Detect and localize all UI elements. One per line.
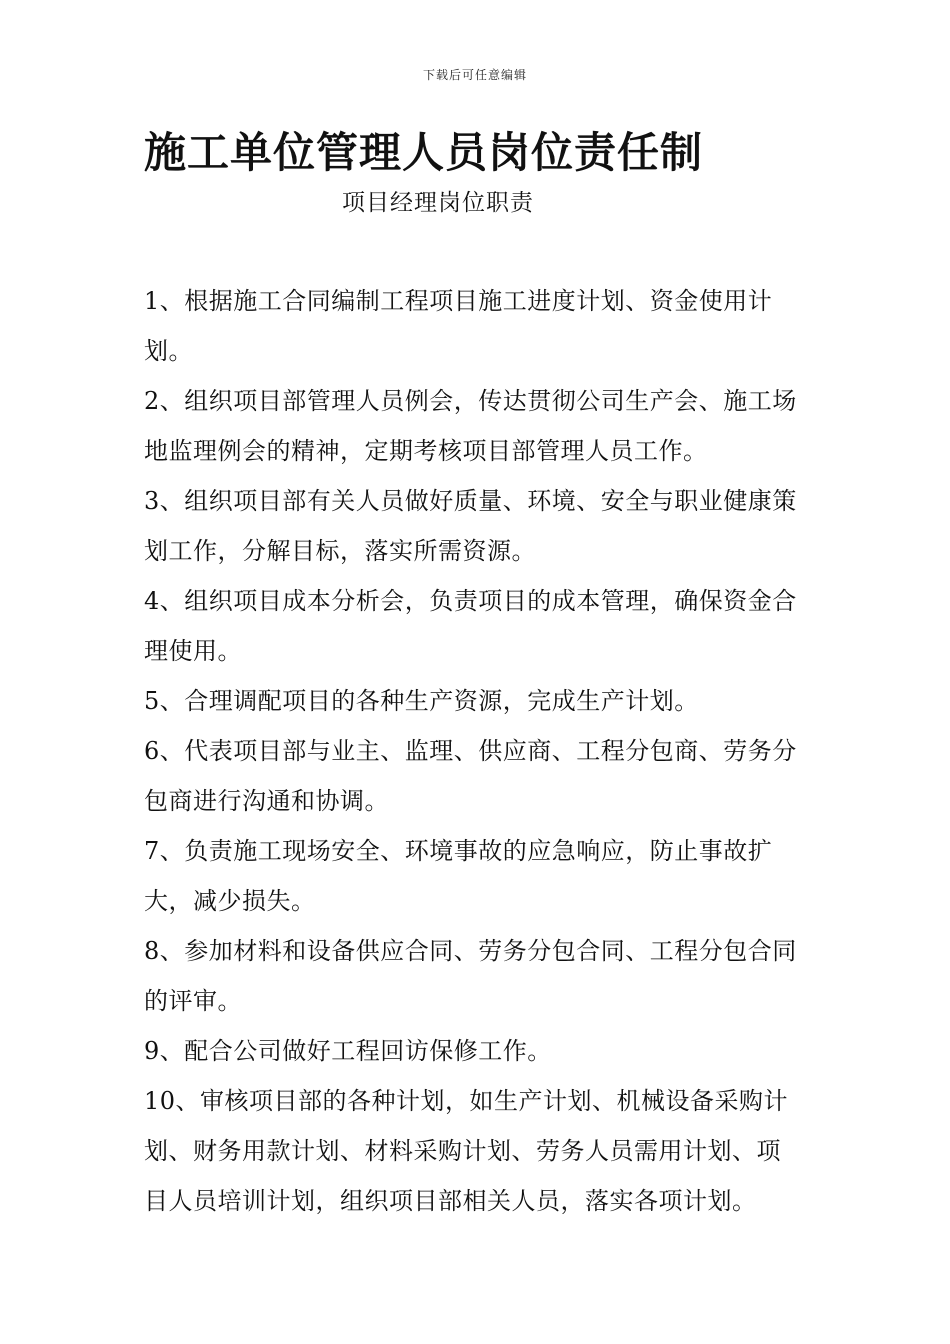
duty-item-9: 9、配合公司做好工程回访保修工作。 [144, 1037, 552, 1065]
document-title: 施工单位管理人员岗位责任制 [144, 128, 704, 177]
duty-list [144, 276, 804, 1226]
duty-item-7: 7、负责施工现场安全、环境事故的应急响应，防止事故扩大，减少损失。 [144, 837, 773, 915]
duty-item-10: 10、审核项目部的各种计划，如生产计划、机械设备采购计划、财务用款计划、材料采购计划、劳务人员需用计划、项目人员培训计划，组织项目部相关人员，落实各项计划。 [144, 1087, 789, 1215]
duty-item-5: 5、合理调配项目的各种生产资源，完成生产计划。 [144, 687, 699, 715]
duty-item-3: 3、组织项目部有关人员做好质量、环境、安全与职业健康策划工作，分解目标，落实所需资源。 [144, 487, 797, 565]
duty-item-8: 8、参加材料和设备供应合同、劳务分包合同、工程分包合同的评审。 [144, 937, 797, 1015]
duty-item-6: 6、代表项目部与业主、监理、供应商、工程分包商、劳务分包商进行沟通和协调。 [144, 737, 797, 815]
header-note: 下载后可任意编辑 [422, 68, 527, 82]
section-subtitle: 项目经理岗位职责 [342, 190, 534, 216]
duty-item-4: 4、组织项目成本分析会，负责项目的成本管理，确保资金合理使用。 [144, 587, 797, 665]
duty-item-1: 1、根据施工合同编制工程项目施工进度计划、资金使用计划。 [144, 287, 773, 365]
duty-item-2: 2、组织项目部管理人员例会，传达贯彻公司生产会、施工场地监理例会的精神，定期考核项目部管理人员工作。 [144, 387, 797, 465]
